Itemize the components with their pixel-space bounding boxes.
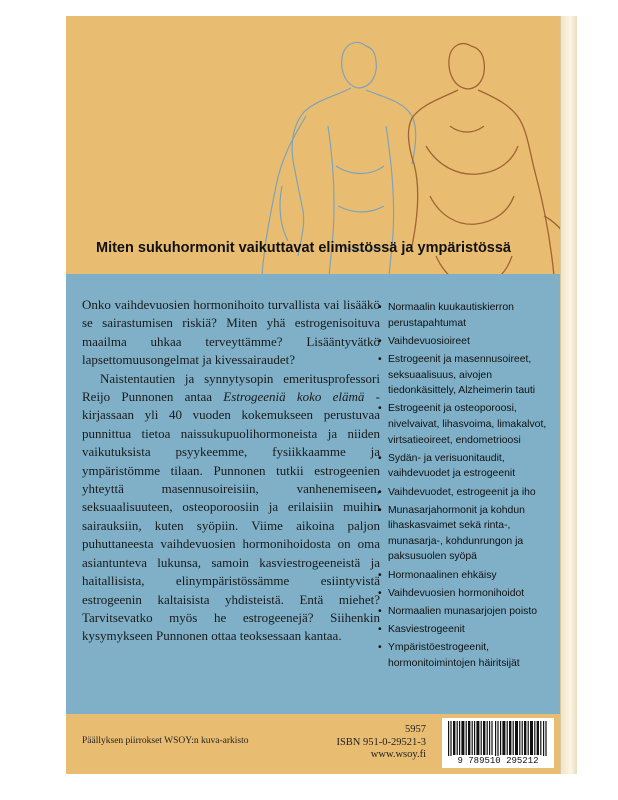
- blurb-paragraph-2: [82, 370, 380, 646]
- list-item: • Sydän- ja verisuonitaudit, vaihdevuodet ja estrogeenit: [378, 451, 554, 482]
- topic-list: [378, 300, 554, 674]
- blurb-text: [82, 296, 380, 646]
- product-code: 5957: [405, 724, 426, 735]
- isbn-block: [336, 724, 426, 762]
- book-back-cover: [66, 16, 576, 774]
- list-item: • Vaihdevuosien hormonihoidot: [378, 586, 554, 602]
- isbn-number: ISBN 951-0-29521-3: [336, 736, 426, 748]
- illustration-credit: Päällyksen piirrokset WSOY:n kuva-arkisto: [82, 736, 249, 746]
- list-item: • Kasviestrogeenit: [378, 622, 554, 638]
- blurb-paragraph-2-rest: -kirjassaan yli 40 vuoden kokemukseen perustuvaa punnittua tietoa naissukupuolihormoneista ja niiden vaikutuksista psyykeemme, fysiikkaamme ja ympäristömme tilaan. Punnonen tutkii estrogeenien yhteyttä masennusoireisiin, vanhenemiseen, seksuaalisuuteen, osteoporoosiin ja erilaisiin muihin sairauksiin, kuten syöpiin. Viime aikoina paljon puhuttaneesta vaihdevuosien hormonihoidosta on oma asiantunteva lukunsa, samoin kasviestrogeeneistä ja haitallisista, elinympäristössämme esiintyvistä estrogeenin kaltaisista yhdisteistä. Entä miehet? Tarvitsevatko myös he estrogeenejä? Siihenkin kysymykseen Punnonen ottaa teoksessaan kantaa.: [82, 389, 380, 644]
- book-title-inline: Estrogeeniä koko elämä: [223, 389, 365, 405]
- book-spine-edge: [560, 16, 577, 774]
- list-item: • Munasarjahormonit ja kohdun lihaskasvaimet sekä rinta-, munasarja-, kohdunrungon ja paksusuolen syöpä: [378, 503, 554, 565]
- list-item: • Normaalin kuukautiskierron perustapahtumat: [378, 300, 554, 331]
- list-item: • Estrogeenit ja osteoporoosi, nivelvaivat, lihasvoima, limakalvot, virtsatieoireet, endometrioosi: [378, 401, 554, 448]
- list-item: • Ympäristöestrogeenit, hormonitoimintojen häiritsijät: [378, 640, 554, 671]
- list-item: • Normaalien munasarjojen poisto: [378, 604, 554, 620]
- headline: Miten sukuhormonit vaikuttavat elimistössä ja ympäristössä: [96, 240, 511, 256]
- list-item: • Hormonaalinen ehkäisy: [378, 568, 554, 584]
- blurb-paragraph-2-intro: Naistentautien ja synnytysopin emeritusprofessori Reijo Punnonen antaa: [82, 370, 380, 405]
- publisher-url: www.wsoy.fi: [370, 749, 426, 760]
- list-item: • Vaihdevuodet, estrogeenit ja iho: [378, 485, 554, 501]
- list-item: • Estrogeenit ja masennusoireet, seksuaalisuus, aivojen tiedonkäsittely, Alzheimerin tauti: [378, 352, 554, 399]
- description-panel: [66, 274, 560, 714]
- barcode-number: 9 789510 295212: [444, 756, 552, 766]
- list-item: • Vaihdevuosioireet: [378, 334, 554, 350]
- blurb-paragraph-1: Onko vaihdevuosien hormonihoito turvallista vai lisääkö se sairastumisen riskiä? Miten yhä estrogenisoituva maailma uhkaa terveyttämme? Lisääntyvätkö lapsettomuusongelmat ja kivessairaudet?: [82, 297, 380, 368]
